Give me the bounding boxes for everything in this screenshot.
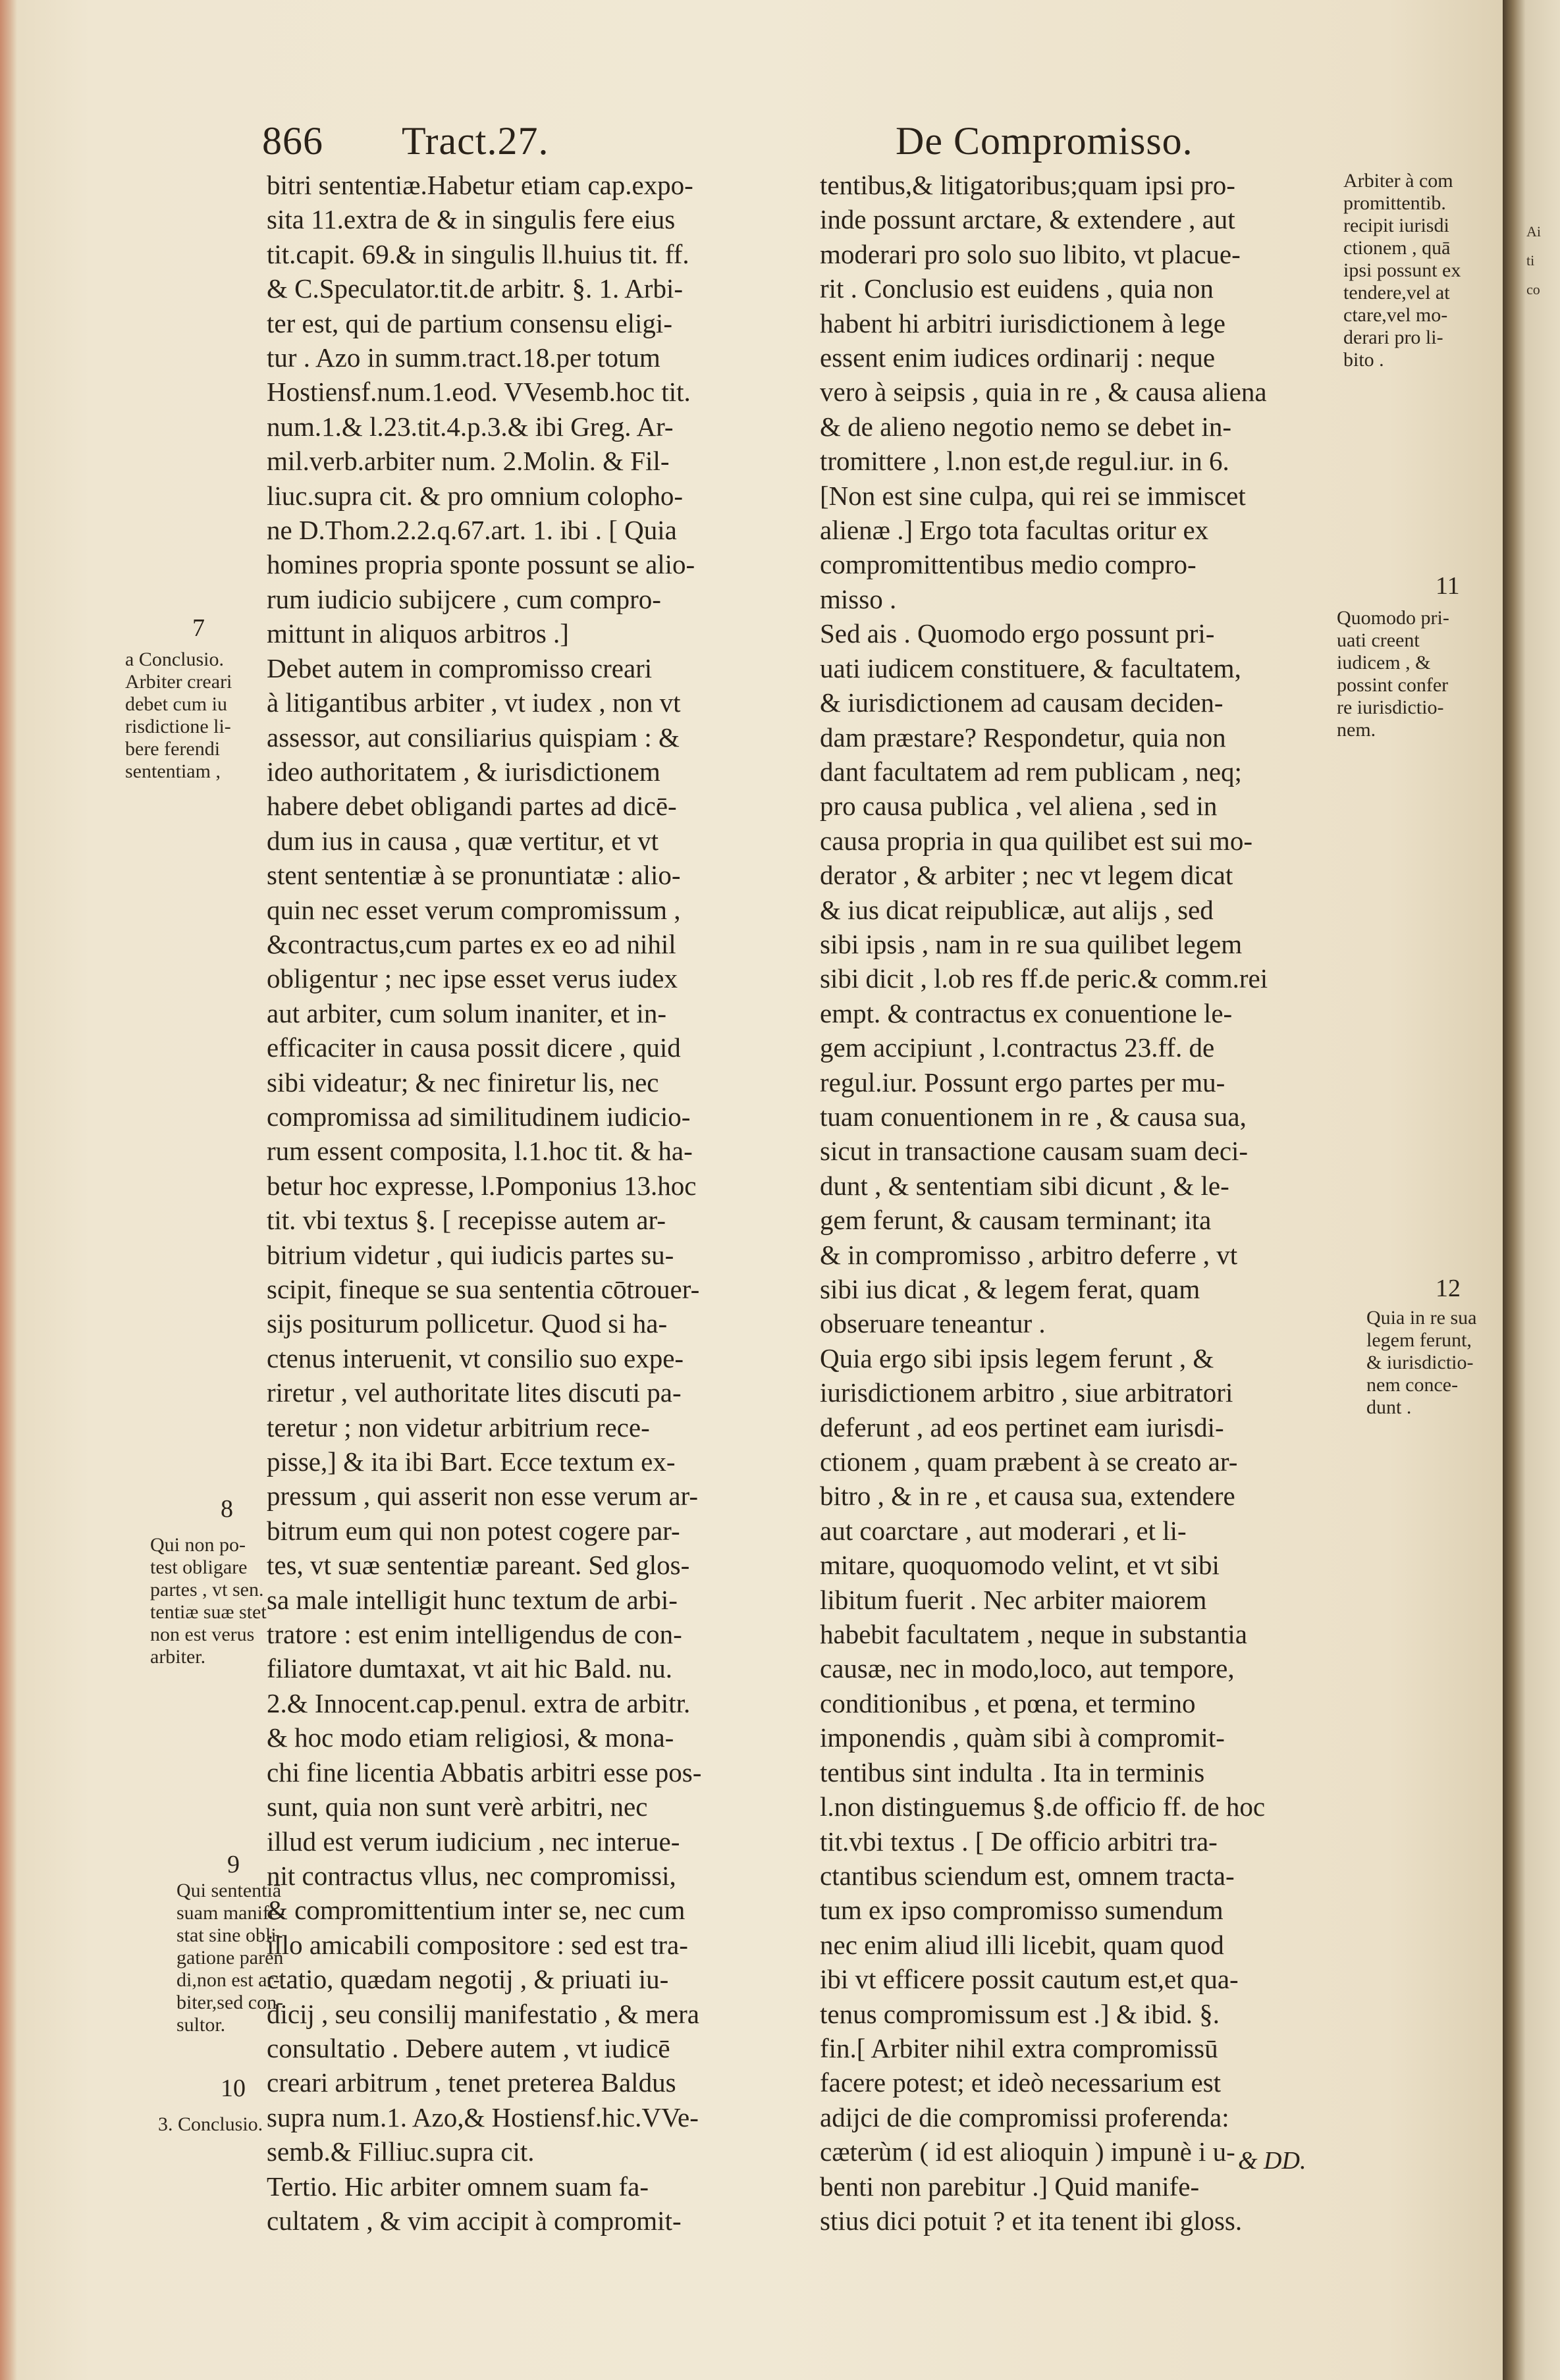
margin-note-line: nem. — [1337, 719, 1376, 741]
margin-note-line: & iurisdictio- — [1366, 1352, 1474, 1373]
text-line: tuam conuentionem in re , & causa sua, — [820, 1101, 1247, 1132]
text-line: tromittere , l.non est,de regul.iur. in 6. — [820, 446, 1229, 477]
text-line: tenus compromissum est .] & ibid. §. — [820, 1998, 1220, 2029]
text-line: & de alieno negotio nemo se debet in- — [820, 411, 1232, 442]
text-line: ne D.Thom.2.2.q.67.art. 1. ibi . [ Quia — [267, 515, 677, 546]
text-line: bitrum eum qui non potest cogere par- — [267, 1515, 680, 1546]
text-line: adijci de die compromissi proferenda: — [820, 2102, 1229, 2132]
text-line: habere debet obligandi partes ad dicē- — [267, 791, 677, 822]
text-line: Hostiensf.num.1.eod. VVesemb.hoc tit. — [267, 377, 691, 408]
text-line: vero à seipsis , quia in re , & causa aliena — [820, 377, 1267, 408]
text-line: num.1.& l.23.tit.4.p.3.& ibi Greg. Ar- — [267, 411, 674, 442]
margin-note-line: gatione paren — [176, 1947, 284, 1969]
text-line: supra num.1. Azo,& Hostiensf.hic.VVe- — [267, 2102, 699, 2132]
margin-note-line: Qui sententiā — [176, 1880, 282, 1901]
text-line: dum ius in causa , quæ vertitur, et vt — [267, 825, 659, 856]
text-line: efficaciter in causa possit dicere , quid — [267, 1032, 681, 1063]
text-line: sa male intelligit hunc textum de arbi- — [267, 1584, 678, 1615]
text-line: libitum fuerit . Nec arbiter maiorem — [820, 1584, 1207, 1615]
margin-number-12: 12 — [1436, 1275, 1461, 1302]
text-line: conditionibus , et pœna, et termino — [820, 1687, 1196, 1718]
text-line: habebit facultatem , neque in substantia — [820, 1619, 1247, 1650]
text-line: & in compromisso , arbitro deferre , vt — [820, 1239, 1238, 1270]
margin-note-line: Quia in re sua — [1366, 1307, 1477, 1329]
text-line: facere potest; et ideò necessarium est — [820, 2067, 1222, 2098]
margin-note-line: ipsi possunt ex — [1343, 259, 1461, 281]
text-line: empt. & contractus ex conuentione le- — [820, 997, 1233, 1028]
margin-note-line: possint confer — [1337, 674, 1449, 696]
text-line: rum iudicio subijcere , cum compro- — [267, 583, 661, 614]
margin-note-line: arbiter. — [150, 1646, 206, 1668]
margin-note-8 — [150, 1534, 295, 1668]
text-line: sibi videatur; & nec finiretur lis, nec — [267, 1067, 659, 1097]
book-spine — [1503, 0, 1560, 2380]
margin-note-line: 3. Conclusio. — [158, 2113, 263, 2135]
text-line: stent sententiæ à se pronuntiatæ : alio- — [267, 860, 681, 891]
text-line: essent enim iudices ordinarij : neque — [820, 342, 1216, 373]
margin-note-line: tendere,vel at — [1343, 282, 1450, 304]
text-line: ctatio, quædam negotij , & priuati iu- — [267, 1964, 669, 1995]
text-line: dam præstare? Respondetur, quia non — [820, 722, 1226, 753]
text-line: compromittentibus medio compro- — [820, 549, 1197, 580]
text-line: regul.iur. Possunt ergo partes per mu- — [820, 1067, 1225, 1097]
text-line: sibi ipsis , nam in re sua quilibet legem — [820, 928, 1243, 959]
margin-note-line: Arbiter creari — [125, 671, 232, 693]
text-line: sibi ius dicat , & legem ferat, quam — [820, 1274, 1200, 1304]
text-line: iurisdictionem arbitro , siue arbitratori — [820, 1377, 1233, 1408]
text-line: tit.vbi textus . [ De officio arbitri tra- — [820, 1826, 1218, 1857]
margin-note-line: Arbiter à com — [1343, 170, 1453, 192]
text-line: bitri sententiæ.Habetur etiam cap.expo- — [267, 170, 693, 200]
text-line: deferunt , ad eos pertinet eam iurisdi- — [820, 1412, 1224, 1442]
text-line: aut coarctare , aut moderari , et li- — [820, 1515, 1187, 1546]
margin-note-line: sententiam , — [125, 760, 221, 782]
text-line: causæ, nec in modo,loco, aut tempore, — [820, 1653, 1235, 1684]
text-line: illo amicabili compositore : sed est tra- — [267, 1929, 688, 1960]
text-line: & iurisdictionem ad causam deciden- — [820, 687, 1224, 718]
margin-note-line: tentiæ suæ stet — [150, 1601, 267, 1623]
margin-number-9: 9 — [227, 1851, 240, 1878]
page-number: 866 — [262, 119, 323, 163]
left-text-column — [267, 168, 807, 2238]
text-line: pisse,] & ita ibi Bart. Ecce textum ex- — [267, 1446, 676, 1477]
text-line: filiatore dumtaxat, vt ait hic Bald. nu. — [267, 1653, 672, 1684]
text-line: & ius dicat reipublicæ, aut alijs , sed — [820, 894, 1214, 925]
text-line: & compromittentium inter se, nec cum — [267, 1895, 686, 1926]
text-line: gem ferunt, & causam terminant; ita — [820, 1205, 1212, 1236]
margin-note-line: bito . — [1343, 349, 1384, 371]
text-line: Tertio. Hic arbiter omnem suam fa- — [267, 2171, 649, 2202]
text-line: betur hoc expresse, l.Pomponius 13.hoc — [267, 1170, 697, 1201]
text-line: stius dici potuit ? et ita tenent ibi gloss. — [820, 2205, 1243, 2236]
margin-note-line: debet cum iu — [125, 693, 227, 715]
text-line: tratore : est enim intelligendus de con- — [267, 1619, 682, 1650]
text-line: tes, vt suæ sententiæ pareant. Sed glos- — [267, 1550, 690, 1581]
margin-note-line: test obligare — [150, 1556, 248, 1578]
text-line: alienæ .] Ergo tota facultas oritur ex — [820, 515, 1209, 546]
text-line: misso . — [820, 583, 897, 614]
text-line: mitare, quoquomodo velint, et vt sibi — [820, 1550, 1220, 1581]
text-line: mil.verb.arbiter num. 2.Molin. & Fil- — [267, 446, 670, 477]
running-title-left: Tract.27. — [402, 119, 549, 163]
text-line: ctenus interuenit, vt consilio suo expe- — [267, 1342, 684, 1373]
text-line: bitrium videtur , qui iudicis partes su- — [267, 1239, 674, 1270]
text-line: ideo authoritatem , & iurisdictionem — [267, 756, 660, 787]
margin-note-line: sultor. — [176, 2014, 226, 2036]
text-line: fin.[ Arbiter nihil extra compromissū — [820, 2032, 1218, 2063]
text-line: tentibus,& litigatoribus;quam ipsi pro- — [820, 170, 1235, 200]
margin-note-line: Qui non po- — [150, 1534, 246, 1556]
margin-note-line: recipit iurisdi — [1343, 215, 1449, 236]
margin-number-11: 11 — [1436, 572, 1460, 600]
text-line: nec enim aliud illi licebit, quam quod — [820, 1929, 1224, 1960]
text-line: mittunt in aliquos arbitros .] — [267, 618, 569, 649]
text-line: rum essent composita, l.1.hoc tit. & ha- — [267, 1136, 693, 1167]
text-line: semb.& Filliuc.supra cit. — [267, 2136, 535, 2167]
text-line: cæterùm ( id est alioquin ) impunè i u- — [820, 2136, 1235, 2167]
running-title-right: De Compromisso. — [896, 119, 1193, 163]
text-line: sicut in transactione causam suam deci- — [820, 1136, 1249, 1167]
right-text-column — [820, 168, 1343, 2238]
margin-note-line: bere ferendi — [125, 738, 221, 760]
margin-note-7 — [125, 648, 270, 783]
margin-note-line: ctare,vel mo- — [1343, 304, 1448, 326]
text-line: compromissa ad similitudinem iudicio- — [267, 1101, 691, 1132]
text-line: 2.& Innocent.cap.penul. extra de arbitr. — [267, 1687, 691, 1718]
text-line: derator , & arbiter ; nec vt legem dicat — [820, 860, 1233, 891]
text-line: causa propria in qua quilibet est sui mo- — [820, 825, 1252, 856]
text-line: sibi dicit , l.ob res ff.de peric.& comm.rei — [820, 963, 1268, 994]
margin-note-line: re iurisdictio- — [1337, 697, 1444, 718]
text-line: &contractus,cum partes ex eo ad nihil — [267, 928, 676, 959]
text-line: consultatio . Debere autem , vt iudicē — [267, 2032, 670, 2063]
text-line: ctantibus sciendum est, omnem tracta- — [820, 1860, 1235, 1891]
margin-note-line: Quomodo pri- — [1337, 607, 1449, 629]
text-line: ter est, qui de partium consensu eligi- — [267, 307, 672, 338]
catchword: & DD. — [1238, 2147, 1306, 2175]
text-line: Debet autem in compromisso creari — [267, 652, 653, 683]
text-line: gem accipiunt , l.contractus 23.ff. de — [820, 1032, 1215, 1063]
margin-note-11 — [1337, 607, 1501, 741]
text-line: aut arbiter, cum solum inaniter, et in- — [267, 997, 666, 1028]
text-line: sijs positurum pollicetur. Quod si ha- — [267, 1308, 668, 1339]
margin-note-line: derari pro li- — [1343, 327, 1443, 348]
margin-note-line: di,non est ar- — [176, 1969, 280, 1991]
text-line: tum ex ipso compromisso sumendum — [820, 1895, 1224, 1926]
text-line: quin nec esset verum compromissum , — [267, 894, 681, 925]
text-line: sunt, quia non sunt verè arbitri, nec — [267, 1791, 648, 1822]
text-line: dunt , & sententiam sibi dicunt , & le- — [820, 1170, 1229, 1201]
margin-note-line: non est verus — [150, 1624, 255, 1645]
text-line: imponendis , quàm sibi à compromit- — [820, 1722, 1225, 1753]
text-line: creari arbitrum , tenet preterea Baldus — [267, 2067, 676, 2098]
text-line: [Non est sine culpa, qui rei se immiscet — [820, 480, 1246, 511]
margin-note-line: nem conce- — [1366, 1374, 1459, 1396]
text-line: cultatem , & vim accipit à compromit- — [267, 2205, 682, 2236]
adjacent-page-fragment: Ai ti co — [1526, 223, 1541, 298]
text-line: ibi vt efficere possit cautum est,et qua- — [820, 1964, 1239, 1995]
margin-note-arbiter — [1343, 170, 1501, 371]
text-line: & C.Speculator.tit.de arbitr. §. 1. Arbi- — [267, 273, 683, 304]
margin-note-line: stat sine obli- — [176, 1924, 283, 1946]
text-line: inde possunt arctare, & extendere , aut — [820, 204, 1235, 235]
text-line: obligentur ; nec ipse esset verus iudex — [267, 963, 678, 994]
text-line: pro causa publica , vel aliena , sed in — [820, 791, 1218, 822]
margin-number-8: 8 — [221, 1495, 233, 1523]
text-line: tit. vbi textus §. [ recepisse autem ar- — [267, 1205, 666, 1236]
margin-note-line: promittentib. — [1343, 192, 1446, 214]
margin-note-line: ctionem , quā — [1343, 237, 1451, 259]
text-line: illud est verum iudicium , nec interue- — [267, 1826, 680, 1857]
margin-note-line: a Conclusio. — [125, 648, 224, 670]
text-line: assessor, aut consiliarius quispiam : & — [267, 722, 680, 753]
margin-number-7: 7 — [192, 614, 205, 642]
page-edge — [0, 0, 17, 2380]
text-line: sita 11.extra de & in singulis fere eius — [267, 204, 676, 235]
text-line: habent hi arbitri iurisdictionem à lege — [820, 307, 1225, 338]
text-line: scipit, fineque se sua sententia cōtrouer- — [267, 1274, 700, 1304]
text-line: l.non distinguemus §.de officio ff. de hoc — [820, 1791, 1266, 1822]
margin-note-9 — [176, 1880, 308, 2036]
text-line: tur . Azo in summ.tract.18.per totum — [267, 342, 660, 373]
text-line: teretur ; non videtur arbitrium rece- — [267, 1412, 650, 1442]
text-line: dant facultatem ad rem publicam , neq; — [820, 756, 1242, 787]
text-line: homines propria sponte possunt se alio- — [267, 549, 695, 580]
text-line: moderari pro solo suo libito, vt placue- — [820, 238, 1241, 269]
margin-note-line: dunt . — [1366, 1396, 1412, 1418]
margin-note-line: risdictione li- — [125, 716, 231, 737]
margin-number-10: 10 — [221, 2075, 246, 2102]
margin-note-12 — [1366, 1307, 1505, 1419]
text-line: chi fine licentia Abbatis arbitri esse pos- — [267, 1757, 702, 1787]
text-line: nit contractus vllus, nec compromissi, — [267, 1860, 676, 1891]
text-line: pressum , qui asserit non esse verum ar- — [267, 1481, 699, 1512]
text-line: tentibus sint indulta . Ita in terminis — [820, 1757, 1205, 1787]
text-line: benti non parebitur .] Quid manife- — [820, 2171, 1200, 2202]
text-line: à litigantibus arbiter , vt iudex , non vt — [267, 687, 681, 718]
margin-note-line: partes , vt sen. — [150, 1579, 264, 1600]
margin-note-10 — [158, 2113, 316, 2136]
text-line: obseruare teneantur . — [820, 1308, 1046, 1339]
margin-note-line: iudicem , & — [1337, 652, 1431, 674]
text-line: tit.capit. 69.& in singulis ll.huius tit. ff. — [267, 238, 689, 269]
text-line: & hoc modo etiam religiosi, & mona- — [267, 1722, 674, 1753]
text-line: ctionem , quam præbent à se creato ar- — [820, 1446, 1238, 1477]
text-line: rit . Conclusio est euidens , quia non — [820, 273, 1214, 304]
text-line: riretur , vel authoritate lites discuti pa- — [267, 1377, 682, 1408]
margin-note-line: suam manife- — [176, 1902, 285, 1924]
text-line: Quia ergo sibi ipsis legem ferunt , & — [820, 1342, 1214, 1373]
text-line: bitro , & in re , et causa sua, extendere — [820, 1481, 1235, 1512]
text-line: dicij , seu consilij manifestatio , & mera — [267, 1998, 699, 2029]
text-line: liuc.supra cit. & pro omnium colopho- — [267, 480, 683, 511]
text-line: uati iudicem constituere, & facultatem, — [820, 652, 1241, 683]
margin-note-line: uati creent — [1337, 629, 1420, 651]
margin-note-line: biter,sed con- — [176, 1992, 284, 2013]
text-line: Sed ais . Quomodo ergo possunt pri- — [820, 618, 1215, 649]
margin-note-line: legem ferunt, — [1366, 1329, 1472, 1351]
